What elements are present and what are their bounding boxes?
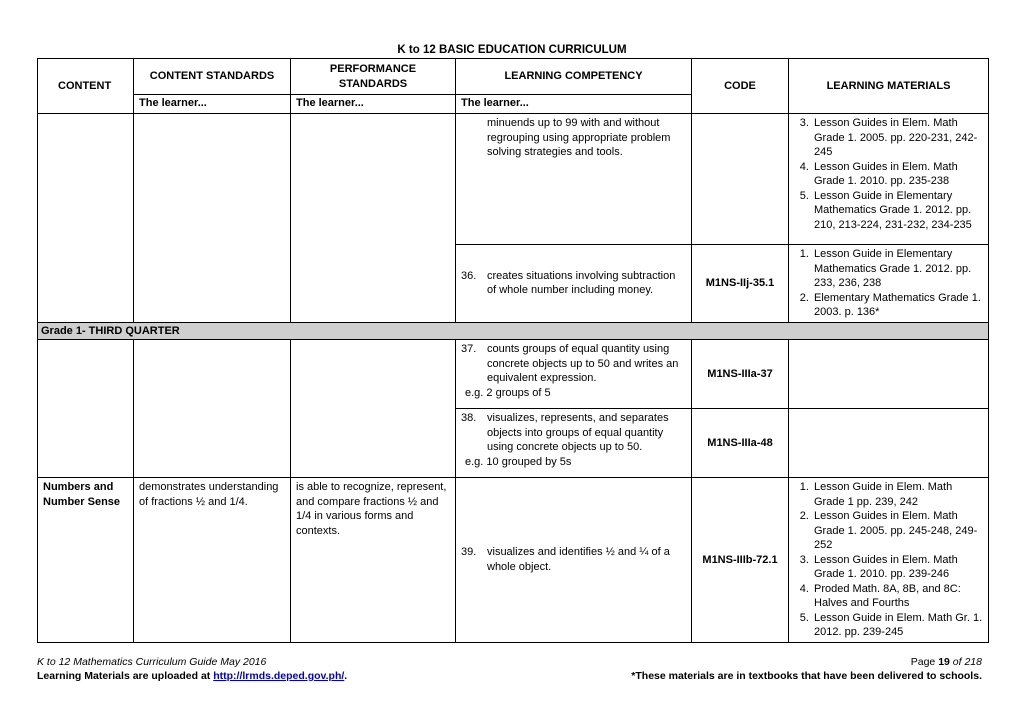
subheader-ps: The learner...	[291, 95, 456, 114]
page-number	[911, 656, 982, 668]
document-title: K to 12 BASIC EDUCATION CURRICULUM	[397, 44, 627, 56]
header-learning-competency: LEARNING COMPETENCY	[456, 59, 692, 95]
materials-cell	[789, 245, 989, 323]
code-cell: M1NS-IIIa-37	[692, 340, 789, 409]
materials-cell	[789, 409, 989, 478]
header-code: CODE	[692, 59, 789, 114]
performance-standard-cell	[291, 114, 456, 323]
competency-cell	[456, 114, 692, 245]
header-performance-standards: PERFORMANCE STANDARDS	[291, 59, 456, 95]
material-item: 2. Elementary Mathematics Grade 1. 2003. p. 136*	[812, 291, 983, 320]
competency-number: 38.	[461, 412, 477, 424]
header-content: CONTENT	[38, 59, 134, 114]
table-row	[38, 478, 989, 643]
header-row	[38, 59, 989, 95]
content-cell	[38, 114, 134, 323]
table-row	[38, 114, 989, 245]
material-item: 1. Lesson Guide in Elem. Math Grade 1 pp. 239, 242	[812, 480, 983, 509]
content-standard-cell: demonstrates understanding of fractions ½ and 1/4.	[134, 478, 291, 643]
competency-cell	[456, 340, 692, 409]
footer-guide: K to 12 Mathematics Curriculum Guide May 2016	[37, 656, 267, 668]
page-suffix: of 218	[952, 656, 982, 668]
header-learning-materials: LEARNING MATERIALS	[789, 59, 989, 114]
competency-text: creates situations involving subtraction of whole number including money.	[487, 269, 676, 297]
curriculum-table	[37, 58, 989, 643]
competency-example: e.g. 2 groups of 5	[465, 386, 551, 399]
header-content-standards: CONTENT STANDARDS	[134, 59, 291, 95]
materials-cell	[789, 478, 989, 643]
code-cell: M1NS-IIj-35.1	[692, 245, 789, 323]
material-item: 3. Lesson Guides in Elem. Math Grade 1. 2005. pp. 220-231, 242-245	[812, 116, 983, 160]
code-cell: M1NS-IIIa-48	[692, 409, 789, 478]
competency-text: visualizes, represents, and separates objects into groups of equal quantity using concrete objects up to 50.	[487, 412, 669, 453]
competency-text: counts groups of equal quantity using concrete objects up to 50 and writes an equivalent expression.	[487, 343, 679, 384]
content-cell	[38, 340, 134, 478]
subheader-lc: The learner...	[456, 95, 692, 114]
competency-number: 37.	[461, 343, 477, 355]
material-item: 4. Proded Math. 8A, 8B, and 8C: Halves and Fourths	[812, 582, 983, 611]
competency-text: minuends up to 99 with and without regrouping using appropriate problem solving strategies and tools.	[487, 117, 671, 158]
page-prefix: Page	[910, 656, 936, 668]
page-num: 19	[938, 656, 950, 668]
footer-note: *These materials are in textbooks that have been delivered to schools.	[631, 670, 982, 682]
material-item: 1. Lesson Guide in Elementary Mathematics Grade 1. 2012. pp. 233, 236, 238	[812, 247, 983, 291]
competency-cell	[456, 409, 692, 478]
competency-number: 36.	[461, 269, 477, 282]
performance-standard-cell	[291, 340, 456, 478]
quarter-row	[38, 322, 989, 340]
competency-number: 39.	[461, 546, 477, 559]
competency-cell	[456, 245, 692, 323]
uploaded-prefix: Learning Materials are uploaded at	[37, 670, 211, 682]
footer-line-2	[37, 670, 982, 682]
uploaded-suffix: .	[344, 670, 348, 682]
competency-example: e.g. 10 grouped by 5s	[465, 455, 572, 468]
content-standard-cell	[134, 114, 291, 323]
table-row	[38, 340, 989, 409]
material-item: 4. Lesson Guides in Elem. Math Grade 1. 2010. pp. 235-238	[812, 160, 983, 189]
code-cell	[692, 114, 789, 245]
competency-text: visualizes and identifies ½ and ¼ of a whole object.	[487, 546, 670, 573]
material-item: 3. Lesson Guides in Elem. Math Grade 1. 2010. pp. 239-246	[812, 553, 983, 582]
content-cell: Numbers and Number Sense	[38, 478, 134, 643]
content-standard-cell	[134, 340, 291, 478]
material-item: 2. Lesson Guides in Elem. Math Grade 1. 2005. pp. 245-248, 249-252	[812, 509, 983, 553]
code-cell: M1NS-IIIb-72.1	[692, 478, 789, 643]
materials-cell	[789, 114, 989, 245]
material-item: 5. Lesson Guide in Elem. Math Gr. 1. 2012. pp. 239-245	[812, 611, 983, 640]
subheader-cs: The learner...	[134, 95, 291, 114]
performance-standard-cell: is able to recognize, represent, and compare fractions ½ and 1/4 in various forms and contexts.	[291, 478, 456, 643]
footer-line-1	[37, 656, 982, 668]
quarter-label: Grade 1- THIRD QUARTER	[38, 322, 989, 340]
competency-cell	[456, 478, 692, 643]
material-item: 5. Lesson Guide in Elementary Mathematics Grade 1. 2012. pp. 210, 213-224, 231-232, 234-235	[812, 189, 983, 233]
materials-cell	[789, 340, 989, 409]
lrmds-link[interactable]: http://lrmds.deped.gov.ph/	[213, 670, 345, 682]
